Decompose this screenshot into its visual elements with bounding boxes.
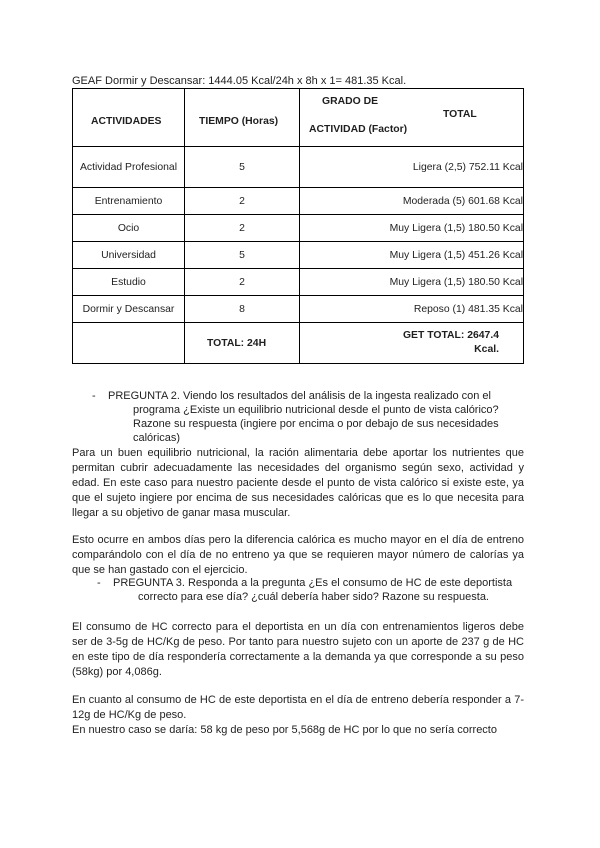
grade-cell: Ligera (2,5) 752.11 Kcal xyxy=(300,147,524,188)
activity-cell: Entrenamiento xyxy=(73,188,185,215)
question-2-text: PREGUNTA 2. Viendo los resultados del análisis de la ingesta realizado con el programa ¿Existe un equilibrio nutricional desde el punto de vista calórico? Razone su respuesta (ingiere por encima o por debajo de sus necesidades calóricas) xyxy=(108,390,499,444)
question-3 xyxy=(97,576,517,604)
total-get-line1: GET TOTAL: 2647.4 xyxy=(402,330,499,341)
hours-cell: 5 xyxy=(185,147,300,188)
activity-cell: Actividad Profesional xyxy=(73,147,185,188)
answer-2-paragraph-2: Esto ocurre en ambos días pero la diferencia calórica es mucho mayor en el día de entreno comparándolo con el día de no entreno ya que se requieren mayor número de calorías ya que se han gastado con el ejercicio. xyxy=(72,534,524,576)
header-time: TIEMPO (Horas) xyxy=(185,89,300,147)
grade-cell: Muy Ligera (1,5) 180.50 Kcal xyxy=(300,269,524,296)
activity-cell: Estudio xyxy=(73,269,185,296)
hours-cell: 8 xyxy=(185,296,300,323)
total-time-cell: TOTAL: 24H xyxy=(185,323,300,364)
header-grade-line3: ACTIVIDAD (Factor) xyxy=(309,124,408,135)
header-grade xyxy=(300,89,524,147)
table-row xyxy=(73,269,524,296)
total-get-cell xyxy=(300,323,524,364)
header-grade-line2: TOTAL xyxy=(443,109,477,120)
table-total-row xyxy=(73,323,524,364)
total-empty-cell xyxy=(73,323,185,364)
answer-3-paragraph-2-line1: En cuanto al consumo de HC de este deportista en el día de entreno debería responder a 7-12g de HC/Kg de peso. xyxy=(72,694,524,721)
grade-cell: Muy Ligera (1,5) 451.26 Kcal xyxy=(300,242,524,269)
hours-cell: 2 xyxy=(185,215,300,242)
activity-cell: Dormir y Descansar xyxy=(73,296,185,323)
header-activities: ACTIVIDADES xyxy=(73,89,185,147)
answer-2-paragraph-1: Para un buen equilibrio nutricional, la ración alimentaria debe aportar los nutrientes que permitan cubrir adecuadamente las necesidades del organismo según sexo, actividad y edad. En este caso para nuestro paciente desde el punto de vista calórico si existe este, ya que el sujeto ingiere por encima de sus necesidades calóricas que es lo que necesita para llegar a su objetivo de ganar masa muscular. xyxy=(72,447,524,519)
hours-cell: 2 xyxy=(185,269,300,296)
question-3-text: PREGUNTA 3. Responda a la pregunta ¿Es el consumo de HC de este deportista correcto para ese día? ¿cuál debería haber sido? Razone su respuesta. xyxy=(113,577,513,603)
activity-cell: Universidad xyxy=(73,242,185,269)
answer-3-paragraph-2-line2: En nuestro caso se daría: 58 kg de peso por 5,568g de HC por lo que no sería correcto xyxy=(72,724,497,736)
question-3-dash: - xyxy=(97,577,101,589)
hours-cell: 2 xyxy=(185,188,300,215)
table-row xyxy=(73,242,524,269)
table-row xyxy=(73,147,524,188)
activity-table xyxy=(72,88,524,364)
header-grade-line1: GRADO DE xyxy=(322,96,378,107)
grade-cell: Moderada (5) 601.68 Kcal xyxy=(300,188,524,215)
hours-cell: 5 xyxy=(185,242,300,269)
answer-3-paragraph-1: El consumo de HC correcto para el deportista en un día con entrenamientos ligeros debe ser de 3-5g de HC/Kg de peso. Por tanto para nuestro sujeto con un aporte de 237 g de HC en este tipo de día respondería correctamente a la demanda ya que corresponde a su peso (58kg) por 4,086g. xyxy=(72,621,524,678)
grade-cell: Reposo (1) 481.35 Kcal xyxy=(300,296,524,323)
table-row xyxy=(73,296,524,323)
table-row xyxy=(73,215,524,242)
geaf-formula: GEAF Dormir y Descansar: 1444.05 Kcal/24h x 8h x 1= 481.35 Kcal. xyxy=(72,75,407,87)
activity-cell: Ocio xyxy=(73,215,185,242)
question-2-dash: - xyxy=(92,390,96,402)
table-row xyxy=(73,188,524,215)
table-header-row xyxy=(73,89,524,147)
answer-3-paragraph-2 xyxy=(72,693,524,738)
question-2 xyxy=(92,389,522,445)
grade-cell: Muy Ligera (1,5) 180.50 Kcal xyxy=(300,215,524,242)
total-get-line2: Kcal. xyxy=(474,344,499,355)
